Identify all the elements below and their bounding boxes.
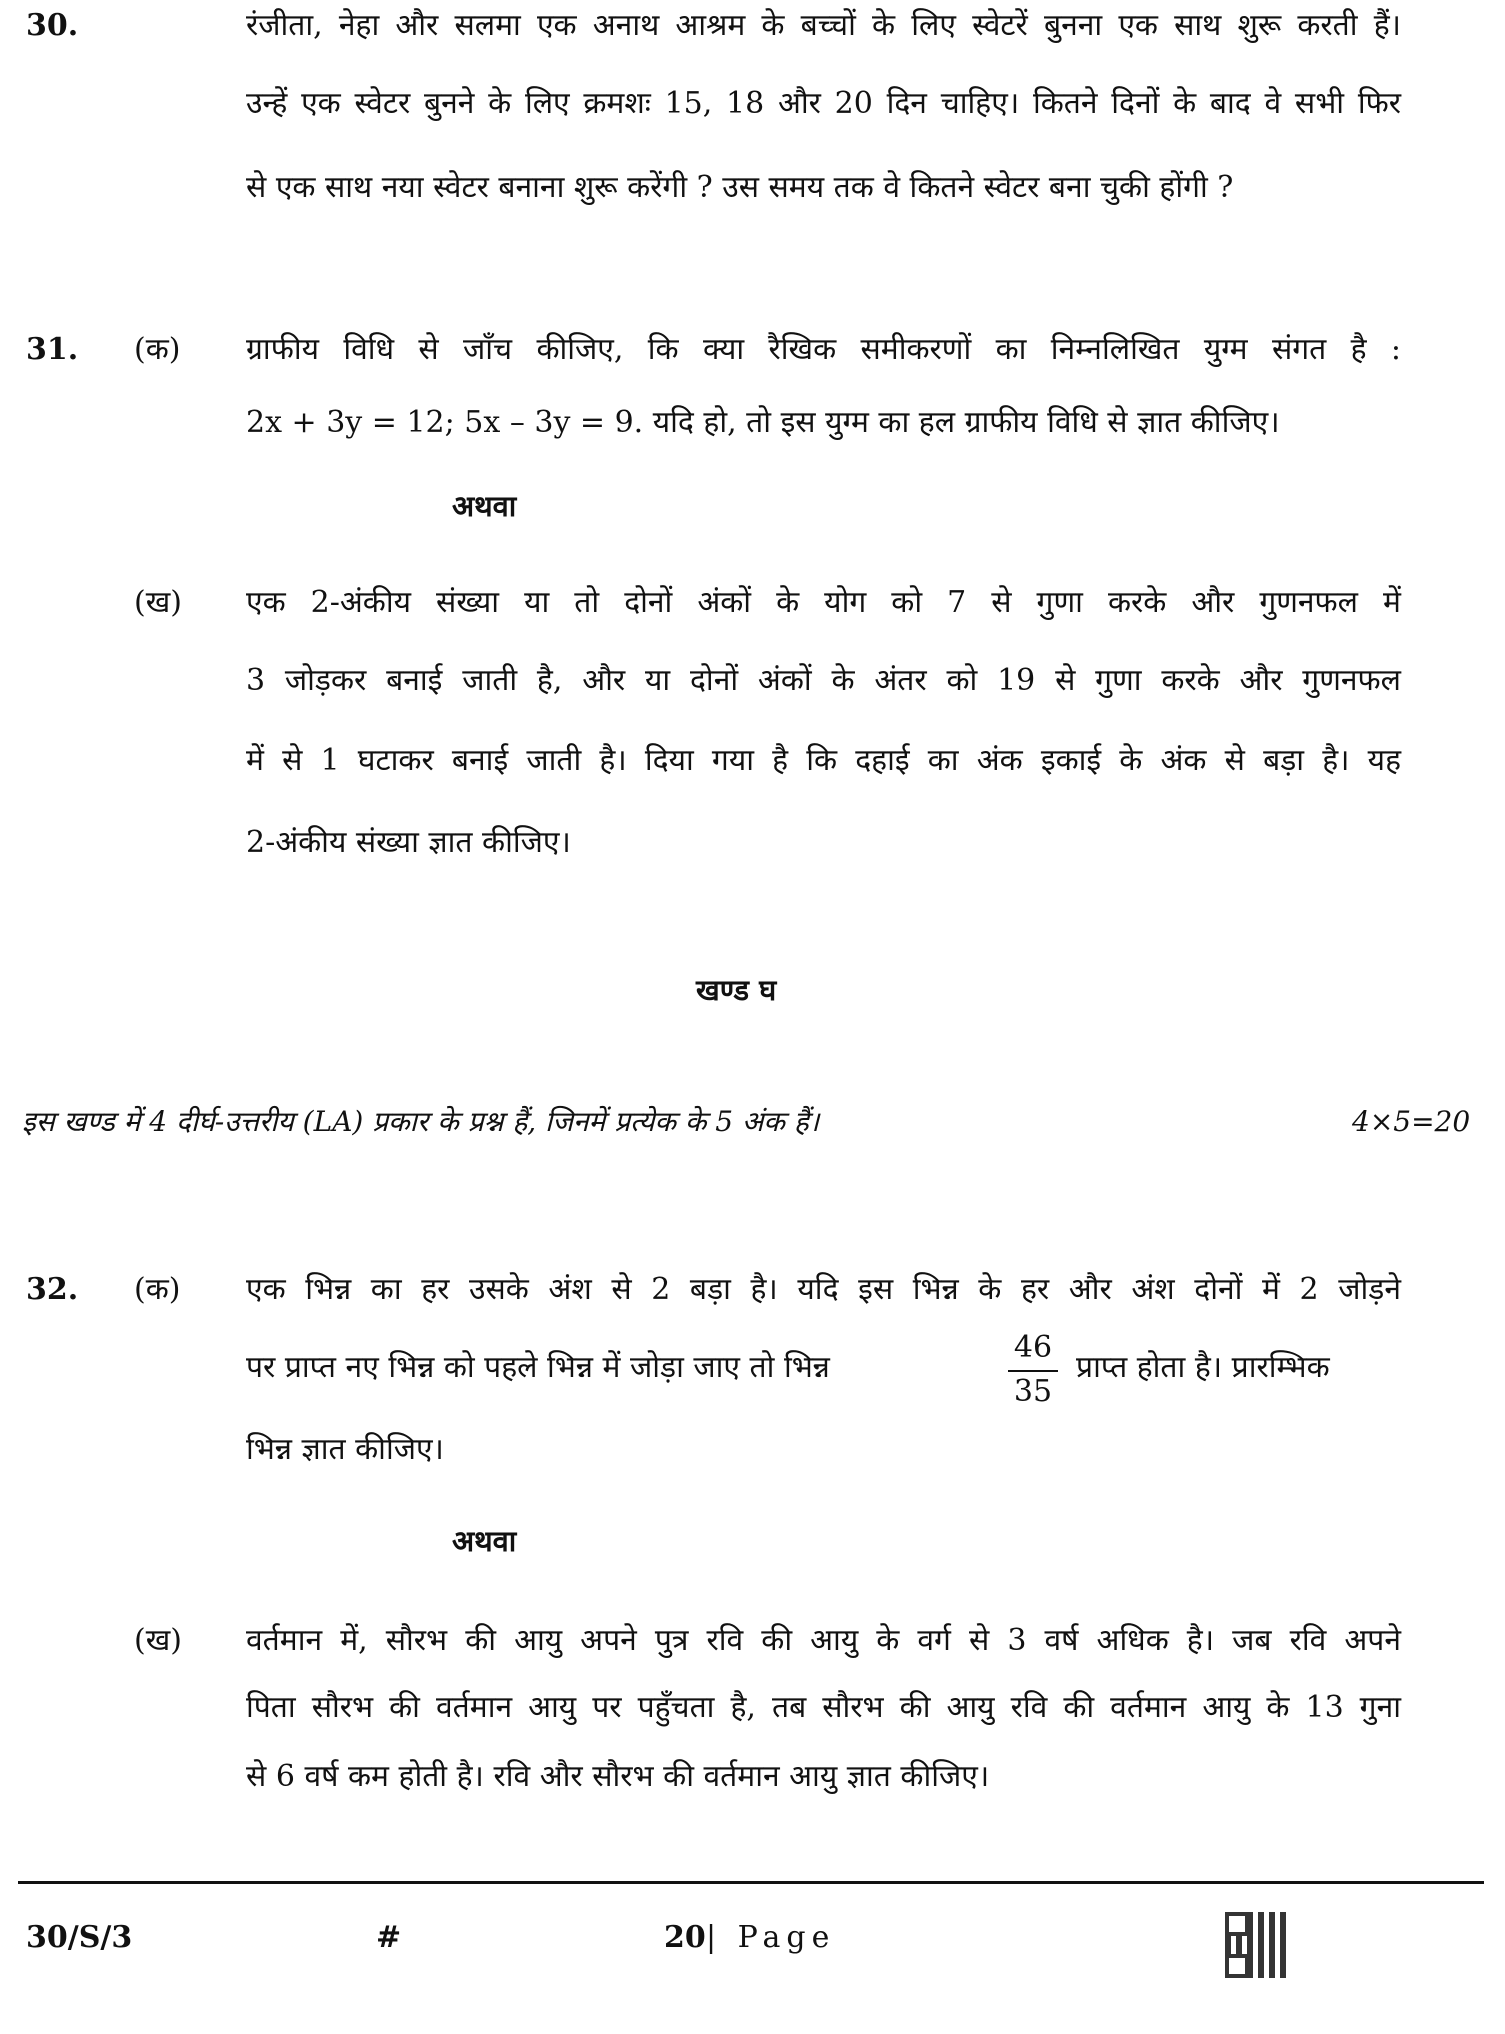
or-label: अथवा bbox=[452, 1524, 517, 1558]
q32a-line: एक भिन्न का हर उसके अंश से 2 बड़ा है। यदि इस भिन्न के हर और अंश दोनों में 2 जोड़ने bbox=[246, 1272, 1401, 1307]
paper-code: 30/S/3 bbox=[26, 1920, 133, 1955]
q31b-line: में से 1 घटाकर बनाई जाती है। दिया गया है कि दहाई का अंक इकाई के अंक से बड़ा है। यह bbox=[246, 743, 1401, 778]
section-instruction: इस खण्ड में 4 दीर्घ-उत्तरीय (LA) प्रकार के प्रश्न हैं, जिनमें प्रत्येक के 5 अंक हैं। bbox=[22, 1105, 820, 1138]
fraction-denominator: 35 bbox=[1013, 1374, 1053, 1409]
q32a-line: प्राप्त होता है। प्रारम्भिक bbox=[1076, 1350, 1330, 1385]
question-number-30: 30. bbox=[26, 8, 79, 43]
footer-hash: # bbox=[376, 1920, 402, 1955]
q30-line: रंजीता, नेहा और सलमा एक अनाथ आश्रम के बच्चों के लिए स्वेटरें बुनना एक साथ शुरू करती हैं। bbox=[246, 8, 1401, 43]
qr-code bbox=[1225, 1912, 1291, 1978]
question-number-32: 32. bbox=[26, 1272, 79, 1307]
section-marks: 4×5=20 bbox=[1352, 1105, 1471, 1138]
q32a-line: भिन्न ज्ञात कीजिए। bbox=[246, 1432, 444, 1467]
fraction-numerator: 46 bbox=[1008, 1328, 1058, 1372]
q32-option-b-label: (ख) bbox=[134, 1623, 182, 1658]
q32a-line: पर प्राप्त नए भिन्न को पहले भिन्न में जोड़ा जाए तो भिन्न bbox=[246, 1350, 830, 1385]
page-label: | Page bbox=[706, 1920, 836, 1955]
q32b-line: वर्तमान में, सौरभ की आयु अपने पुत्र रवि की आयु के वर्ग से 3 वर्ष अधिक है। जब रवि अपने bbox=[246, 1623, 1401, 1658]
question-number-31: 31. bbox=[26, 332, 79, 367]
q30-line: उन्हें एक स्वेटर बुनने के लिए क्रमशः 15, 18 और 20 दिन चाहिए। कितने दिनों के बाद वे सभी फिर bbox=[246, 86, 1401, 121]
or-label: अथवा bbox=[452, 489, 517, 523]
q31a-line: 2x + 3y = 12; 5x – 3y = 9. यदि हो, तो इस युग्म का हल ग्राफीय विधि से ज्ञात कीजिए। bbox=[246, 405, 1280, 440]
q31b-line: एक 2-अंकीय संख्या या तो दोनों अंकों के योग को 7 से गुणा करके और गुणनफल में bbox=[246, 585, 1401, 620]
q31-option-a-label: (क) bbox=[134, 332, 181, 367]
q32b-line: पिता सौरभ की वर्तमान आयु पर पहुँचता है, तब सौरभ की आयु रवि की वर्तमान आयु के 13 गुना bbox=[246, 1690, 1401, 1725]
q31a-line: ग्राफीय विधि से जाँच कीजिए, कि क्या रैखिक समीकरणों का निम्नलिखित युग्म संगत है : bbox=[246, 332, 1401, 367]
fraction bbox=[1008, 1328, 1058, 1412]
footer-divider bbox=[18, 1881, 1484, 1884]
q31b-line: 2-अंकीय संख्या ज्ञात कीजिए। bbox=[246, 825, 571, 860]
page-number: 20 bbox=[664, 1920, 706, 1955]
q30-line: से एक साथ नया स्वेटर बनाना शुरू करेंगी ? उस समय तक वे कितने स्वेटर बना चुकी होंगी ? bbox=[246, 170, 1234, 205]
q32b-line: से 6 वर्ष कम होती है। रवि और सौरभ की वर्तमान आयु ज्ञात कीजिए। bbox=[246, 1759, 990, 1794]
section-title: खण्ड घ bbox=[696, 973, 777, 1007]
q31-option-b-label: (ख) bbox=[134, 585, 182, 620]
q31b-line: 3 जोड़कर बनाई जाती है, और या दोनों अंकों के अंतर को 19 से गुणा करके और गुणनफल bbox=[246, 663, 1401, 698]
q32-option-a-label: (क) bbox=[134, 1272, 181, 1307]
